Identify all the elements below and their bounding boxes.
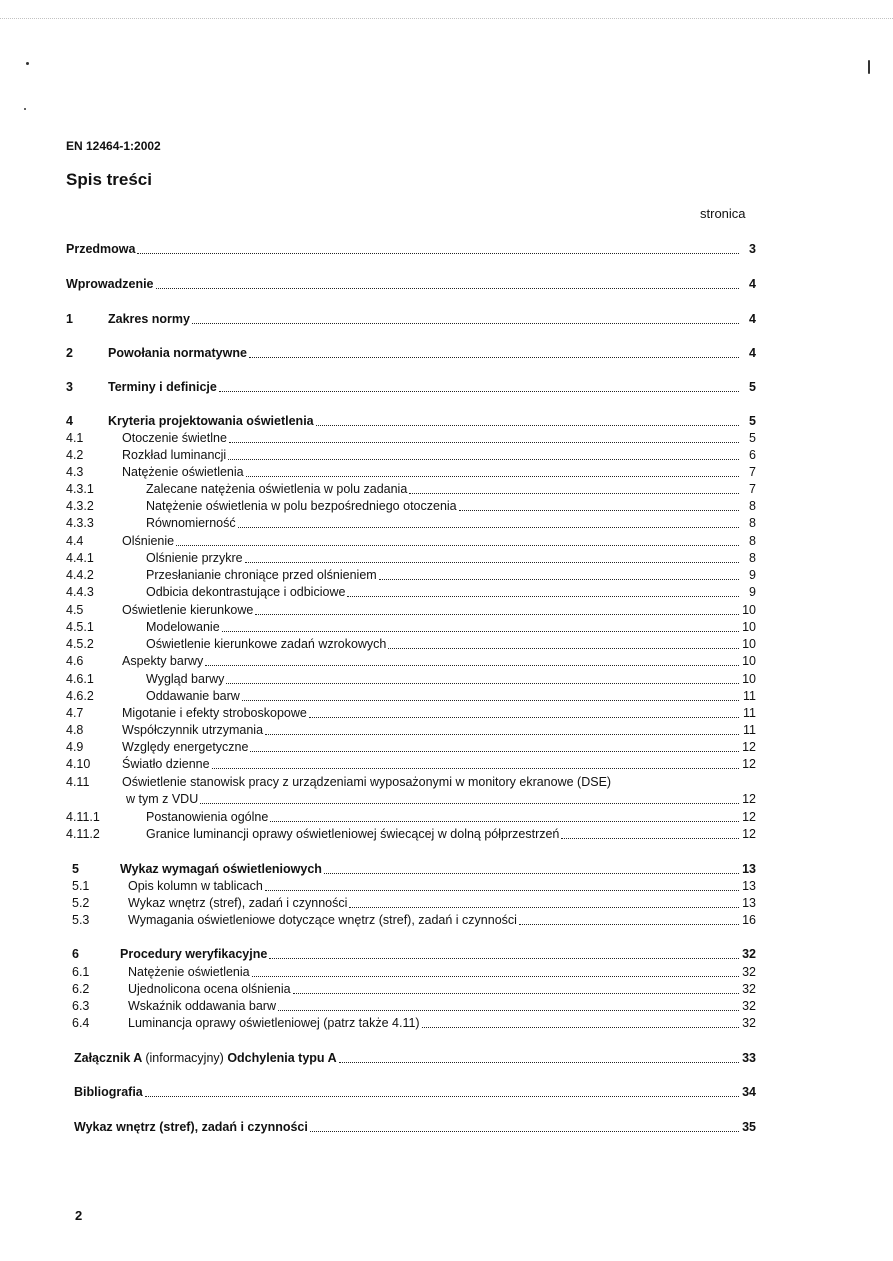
toc-entry-number: 4.6.1 xyxy=(66,672,94,686)
scan-speck xyxy=(868,60,870,74)
dot-leader xyxy=(242,700,739,701)
toc-entry-label: Przesłanianie chroniące przed olśnieniem xyxy=(146,568,377,582)
toc-entry xyxy=(66,945,756,962)
toc-entry-page: 5 xyxy=(749,431,756,445)
toc-entry-label: Procedury weryfikacyjne xyxy=(120,947,268,961)
toc-entry xyxy=(66,687,756,704)
dot-leader xyxy=(249,357,739,358)
dot-leader xyxy=(200,803,739,804)
toc-entry xyxy=(66,549,756,566)
toc-entry-label: Modelowanie xyxy=(146,620,220,634)
toc-entry-number: 4.11.2 xyxy=(66,827,100,841)
toc-entry-label: Wskaźnik oddawania barw xyxy=(128,999,276,1013)
toc-entry-label: Opis kolumn w tablicach xyxy=(128,879,263,893)
toc-entry-page: 16 xyxy=(742,913,756,927)
toc-entry-label: Bibliografia xyxy=(74,1085,143,1099)
toc-entry xyxy=(66,738,756,755)
toc-entry-page: 33 xyxy=(742,1051,756,1065)
dot-leader xyxy=(255,614,739,615)
toc-entry xyxy=(66,240,756,257)
dot-leader xyxy=(176,545,739,546)
toc-entry-page: 12 xyxy=(742,757,756,771)
toc-entry-number: 6 xyxy=(72,947,79,961)
dot-leader xyxy=(349,907,739,908)
toc-entry-number: 4.5.2 xyxy=(66,637,94,651)
toc-entry-label: Ujednolicona ocena olśnienia xyxy=(128,982,291,996)
toc-entry xyxy=(66,1014,756,1031)
dot-leader xyxy=(265,734,739,735)
toc-entry xyxy=(66,635,756,652)
toc-entry-label: Wprowadzenie xyxy=(66,277,154,291)
toc-entry-number: 3 xyxy=(66,380,73,394)
toc-entry-number: 4.1 xyxy=(66,431,84,445)
scan-speck xyxy=(26,62,29,65)
annex-type: (informacyjny) xyxy=(145,1051,224,1065)
toc-entry-number: 5 xyxy=(72,862,79,876)
toc-entry-label: Względy energetyczne xyxy=(122,740,249,754)
toc-entry xyxy=(66,497,756,514)
toc-entry-number: 6.1 xyxy=(72,965,90,979)
dot-leader xyxy=(316,425,739,426)
toc-entry-page: 13 xyxy=(742,879,756,893)
toc-entry-page: 9 xyxy=(749,585,756,599)
toc-entry-page: 32 xyxy=(742,999,756,1013)
dot-leader xyxy=(219,391,739,392)
dot-leader xyxy=(409,493,739,494)
dot-leader xyxy=(269,958,739,959)
toc-entry-page: 4 xyxy=(749,312,756,326)
toc-entry xyxy=(66,344,756,361)
toc-entry-number: 4.9 xyxy=(66,740,84,754)
toc-entry xyxy=(66,412,756,429)
toc-entry-label: Wygląd barwy xyxy=(146,672,225,686)
dot-leader xyxy=(145,1096,739,1097)
toc-entry-label: Postanowienia ogólne xyxy=(146,810,269,824)
toc-entry-number: 6.4 xyxy=(72,1016,90,1030)
dot-leader xyxy=(324,873,739,874)
toc-entry-number: 4.4 xyxy=(66,534,84,548)
toc-entry-page: 7 xyxy=(749,482,756,496)
dot-leader xyxy=(250,751,739,752)
toc-entry xyxy=(66,755,756,772)
toc-entry-page: 8 xyxy=(749,499,756,513)
toc-entry-label xyxy=(74,1051,339,1066)
toc-entry-number: 4.3.1 xyxy=(66,482,94,496)
toc-entry xyxy=(66,1118,756,1135)
dot-leader xyxy=(156,288,739,289)
toc-entry-label: Wykaz wnętrz (stref), zadań i czynności xyxy=(74,1120,308,1134)
toc-entry-label: Zakres normy xyxy=(108,312,190,326)
toc-title: Spis treści xyxy=(66,170,152,189)
toc-entry-number: 5.1 xyxy=(72,879,90,893)
toc-entry-page: 32 xyxy=(742,982,756,996)
toc-entry-page: 8 xyxy=(749,516,756,530)
toc-entry-label: Zalecane natężenia oświetlenia w polu zadania xyxy=(146,482,408,496)
toc-entry-label: w tym z VDU xyxy=(126,792,199,806)
dot-leader xyxy=(226,683,739,684)
toc-entry xyxy=(66,310,756,327)
toc-entry-page: 11 xyxy=(743,689,756,703)
toc-entry xyxy=(66,860,756,877)
dot-leader xyxy=(422,1027,739,1028)
dot-leader xyxy=(192,323,739,324)
toc-entry-page: 4 xyxy=(749,277,756,291)
dot-leader xyxy=(561,838,739,839)
toc-entry-page: 8 xyxy=(749,551,756,565)
toc-entry xyxy=(66,704,756,721)
toc-entry-label: Natężenie oświetlenia xyxy=(128,965,250,979)
toc-entry-number: 5.3 xyxy=(72,913,90,927)
dot-leader xyxy=(293,993,739,994)
dot-leader xyxy=(339,1062,739,1063)
toc-entry xyxy=(66,446,756,463)
toc-entry xyxy=(66,911,756,928)
toc-entry-page: 11 xyxy=(743,706,756,720)
toc-entry-number: 6.3 xyxy=(72,999,90,1013)
toc-entry-page: 3 xyxy=(749,242,756,256)
annex-label: Załącznik A xyxy=(74,1051,142,1065)
toc-entry xyxy=(66,480,756,497)
toc-entry xyxy=(66,618,756,635)
toc-entry-number: 4.8 xyxy=(66,723,84,737)
dot-leader xyxy=(459,510,739,511)
toc-entry-page: 32 xyxy=(742,965,756,979)
toc-entry xyxy=(66,980,756,997)
toc-entry xyxy=(66,378,756,395)
dot-leader xyxy=(228,459,739,460)
toc-entry-number: 4.3 xyxy=(66,465,84,479)
toc-entry-label: Powołania normatywne xyxy=(108,346,247,360)
dot-leader xyxy=(388,648,739,649)
dot-leader xyxy=(252,976,739,977)
toc-entry-page: 10 xyxy=(742,620,756,634)
toc-entry xyxy=(66,583,756,600)
scan-edge-artifact xyxy=(0,18,893,21)
toc-entry-page: 12 xyxy=(742,827,756,841)
toc-entry xyxy=(66,808,756,825)
dot-leader xyxy=(278,1010,739,1011)
toc-entry-label: Oświetlenie kierunkowe zadań wzrokowych xyxy=(146,637,387,651)
toc-entry-page: 8 xyxy=(749,534,756,548)
toc-entry-label: Otoczenie świetlne xyxy=(122,431,227,445)
dot-leader xyxy=(265,890,739,891)
toc-entry-number: 2 xyxy=(66,346,73,360)
toc-entry xyxy=(66,566,756,583)
toc-entry-page: 9 xyxy=(749,568,756,582)
toc-entry-number: 4.4.2 xyxy=(66,568,94,582)
dot-leader xyxy=(246,476,739,477)
toc-entry-label: Wykaz wnętrz (stref), zadań i czynności xyxy=(128,896,348,910)
toc-entry xyxy=(66,463,756,480)
toc-entry-label: Odbicia dekontrastujące i odbiciowe xyxy=(146,585,346,599)
toc-entry-number: 6.2 xyxy=(72,982,90,996)
toc-entry-label: Luminancja oprawy oświetleniowej (patrz także 4.11) xyxy=(128,1016,420,1030)
toc-entry xyxy=(66,275,756,292)
toc-entry xyxy=(66,997,756,1014)
toc-entry xyxy=(66,514,756,531)
toc-entry-page: 12 xyxy=(742,792,756,806)
toc-entry-label: Oświetlenie kierunkowe xyxy=(122,603,254,617)
toc-entry-page: 6 xyxy=(749,448,756,462)
toc-entry-page: 32 xyxy=(742,947,756,961)
toc-entry xyxy=(66,963,756,980)
toc-entry xyxy=(66,894,756,911)
toc-entry-page: 35 xyxy=(742,1120,756,1134)
toc-entry-page: 13 xyxy=(742,896,756,910)
dot-leader xyxy=(347,596,739,597)
toc-entry-number: 4.5 xyxy=(66,603,84,617)
dot-leader xyxy=(270,821,739,822)
toc-entry xyxy=(66,652,756,669)
toc-entry-page: 7 xyxy=(749,465,756,479)
toc-entry xyxy=(66,790,756,807)
toc-entry-label: Olśnienie przykre xyxy=(146,551,243,565)
toc-entry xyxy=(66,773,756,790)
toc-entry xyxy=(66,721,756,738)
toc-entry-number: 4.2 xyxy=(66,448,84,462)
annex-title: Odchylenia typu A xyxy=(227,1051,337,1065)
toc-entry-number: 1 xyxy=(66,312,73,326)
toc-entry-page: 10 xyxy=(742,603,756,617)
dot-leader xyxy=(309,717,739,718)
toc-entry-label: Wymagania oświetleniowe dotyczące wnętrz (stref), zadań i czynności xyxy=(128,913,517,927)
toc-entry-label: Kryteria projektowania oświetlenia xyxy=(108,414,314,428)
toc-entry-page: 12 xyxy=(742,810,756,824)
toc-entry xyxy=(66,670,756,687)
page-column-header: stronica xyxy=(700,206,746,221)
toc-entry-page: 13 xyxy=(742,862,756,876)
toc-entry-label: Natężenie oświetlenia xyxy=(122,465,244,479)
toc-entry-label: Światło dzienne xyxy=(122,757,210,771)
dot-leader xyxy=(379,579,739,580)
toc-entry-number: 5.2 xyxy=(72,896,90,910)
toc-entry-number: 4.3.2 xyxy=(66,499,94,513)
toc-entry xyxy=(66,1083,756,1100)
toc-entry-label: Rozkład luminancji xyxy=(122,448,227,462)
toc-entry-number: 4.11 xyxy=(66,775,90,789)
toc-entry-label: Natężenie oświetlenia w polu bezpośredniego otoczenia xyxy=(146,499,457,513)
toc-entry-page: 32 xyxy=(742,1016,756,1030)
toc-entry-page: 10 xyxy=(742,654,756,668)
toc-entry-page: 5 xyxy=(749,380,756,394)
toc-entry-number: 4.7 xyxy=(66,706,84,720)
toc-entry xyxy=(66,429,756,446)
dot-leader xyxy=(519,924,739,925)
toc-entry-page: 5 xyxy=(749,414,756,428)
toc-entry-page: 11 xyxy=(743,723,756,737)
toc-entry xyxy=(66,532,756,549)
toc-entry-label: Równomierność xyxy=(146,516,236,530)
dot-leader xyxy=(310,1131,739,1132)
toc-entry-page: 34 xyxy=(742,1085,756,1099)
toc-entry-label: Wykaz wymagań oświetleniowych xyxy=(120,862,322,876)
toc-entry-label: Aspekty barwy xyxy=(122,654,204,668)
toc-entry-number: 4.4.1 xyxy=(66,551,94,565)
toc-entry-label: Granice luminancji oprawy oświetleniowej świecącej w dolną półprzestrzeń xyxy=(146,827,560,841)
toc-entry-number: 4.10 xyxy=(66,757,91,771)
toc-entry xyxy=(66,877,756,894)
toc-entry-label: Olśnienie xyxy=(122,534,175,548)
toc-entry-number: 4.6.2 xyxy=(66,689,94,703)
dot-leader xyxy=(212,768,739,769)
dot-leader xyxy=(245,562,739,563)
toc-entry-number: 4 xyxy=(66,414,73,428)
toc-entry-page: 4 xyxy=(749,346,756,360)
toc-entry xyxy=(66,825,756,842)
toc-entry-number: 4.3.3 xyxy=(66,516,94,530)
toc-entry-label: Oświetlenie stanowisk pracy z urządzeniami wyposażonymi w monitory ekranowe (DSE) xyxy=(122,775,612,789)
toc-entry-number: 4.4.3 xyxy=(66,585,94,599)
toc-entry-number: 4.6 xyxy=(66,654,84,668)
toc-entry xyxy=(66,601,756,618)
toc-entry-label: Przedmowa xyxy=(66,242,136,256)
toc-entry-label: Współczynnik utrzymania xyxy=(122,723,264,737)
toc-entry-number: 4.5.1 xyxy=(66,620,94,634)
dot-leader xyxy=(137,253,739,254)
toc-entry-page: 10 xyxy=(742,672,756,686)
toc-entry-label: Oddawanie barw xyxy=(146,689,240,703)
dot-leader xyxy=(238,527,739,528)
toc-entry-label: Terminy i definicje xyxy=(108,380,217,394)
standard-number: EN 12464-1:2002 xyxy=(66,139,161,153)
dot-leader xyxy=(222,631,739,632)
toc-entry xyxy=(66,1049,756,1066)
toc-entry-label: Migotanie i efekty stroboskopowe xyxy=(122,706,307,720)
toc-entry-number: 4.11.1 xyxy=(66,810,100,824)
toc-entry-page: 12 xyxy=(742,740,756,754)
scan-speck xyxy=(24,108,26,110)
dot-leader xyxy=(229,442,739,443)
page-number: 2 xyxy=(75,1208,83,1223)
dot-leader xyxy=(205,665,739,666)
toc-entry-page: 10 xyxy=(742,637,756,651)
